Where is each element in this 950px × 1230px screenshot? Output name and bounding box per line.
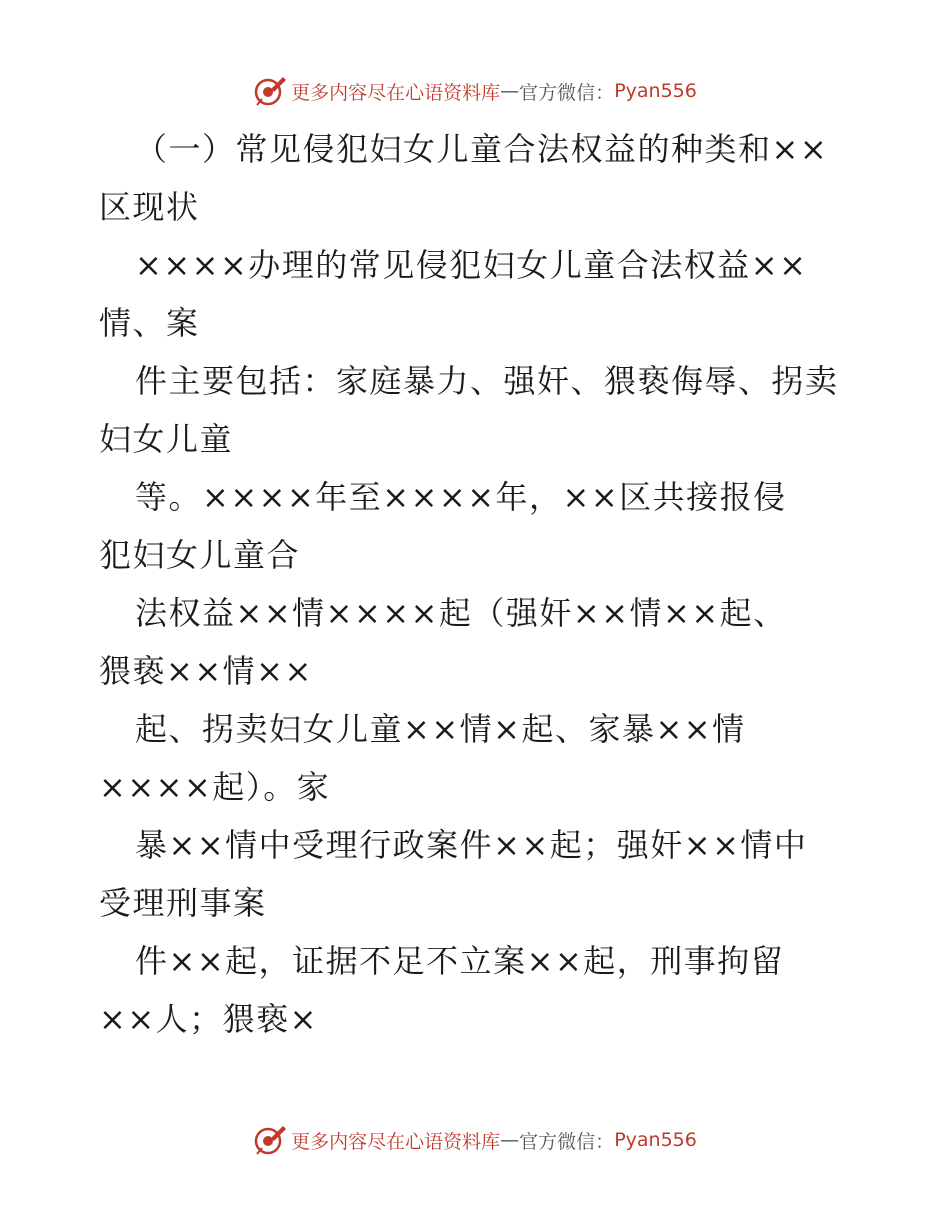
- text-line: 猥亵××情××: [99, 652, 313, 690]
- pen-nib-circle-icon: [253, 1123, 287, 1157]
- watermark-wechat-label: 官方微信：: [519, 81, 615, 104]
- text-line: 受理刑事案: [99, 884, 267, 922]
- watermark-header: [0, 71, 950, 111]
- watermark-separator: —: [500, 80, 520, 102]
- document-body: [99, 120, 859, 1048]
- text-line: 犯妇女儿童合: [99, 536, 301, 574]
- text-line: 法权益××情××××起（强奸××情××起、: [135, 594, 787, 632]
- watermark-wechat-id: Pyan556: [614, 80, 697, 102]
- watermark-text: 更多内容尽在心语资料库: [291, 81, 501, 104]
- text-line: 暴××情中受理行政案件××起；强奸××情中: [135, 826, 808, 864]
- pen-nib-circle-icon: [253, 74, 287, 108]
- watermark-separator: —: [500, 1129, 520, 1151]
- watermark-wechat-id: Pyan556: [614, 1129, 697, 1151]
- text-line: 区现状: [99, 188, 200, 226]
- text-line: 等。××××年至××××年，××区共接报侵: [135, 478, 787, 516]
- text-line: （一）常见侵犯妇女儿童合法权益的种类和××: [135, 130, 829, 168]
- text-line: 件××起，证据不足不立案××起，刑事拘留: [135, 942, 785, 980]
- text-line: 起、拐卖妇女儿童××情×起、家暴××情: [135, 710, 746, 748]
- text-line: 情、案: [99, 304, 200, 342]
- text-line: 妇女儿童: [99, 420, 234, 458]
- text-line: ××××办理的常见侵犯妇女儿童合法权益××: [135, 246, 808, 284]
- watermark-footer: [0, 1120, 950, 1160]
- watermark-wechat-label: 官方微信：: [519, 1130, 615, 1153]
- text-line: 件主要包括：家庭暴力、强奸、猥亵侮辱、拐卖: [135, 362, 839, 400]
- text-line: ××人；猥亵×: [99, 1000, 318, 1038]
- watermark-text: 更多内容尽在心语资料库: [291, 1130, 501, 1153]
- text-line: ××××起）。家: [99, 768, 331, 806]
